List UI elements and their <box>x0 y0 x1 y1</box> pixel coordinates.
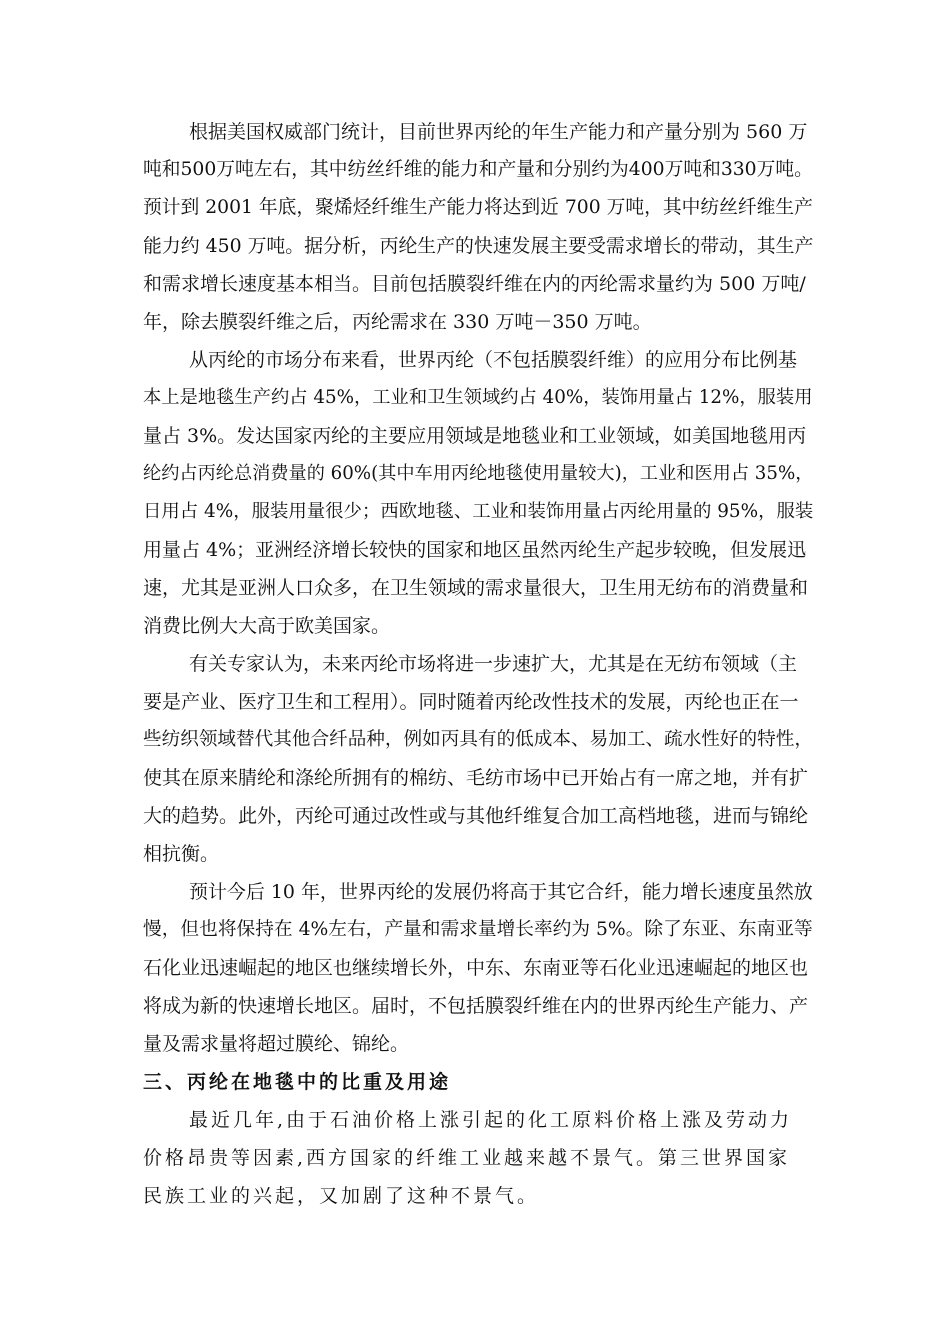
text-line: 石化业迅速崛起的地区也继续增长外，中东、东南亚等石化业迅速崛起的地区也 <box>143 957 809 979</box>
text-line: 价格昂贵等因素,西方国家的纤维工业越来越不景气。第三世界国家 <box>143 1147 791 1169</box>
text-line: 使其在原来腈纶和涤纶所拥有的棉纺、毛纺市场中已开始占有一席之地，并有扩 <box>143 767 809 789</box>
text-line: 大的趋势。此外，丙纶可通过改性或与其他纤维复合加工高档地毯，进而与锦纶 <box>143 805 809 827</box>
text-line: 民族工业的兴起，又加剧了这种不景气。 <box>143 1185 540 1207</box>
paragraph-market-distribution <box>143 341 813 645</box>
text-line: 本上是地毯生产约占 45%，工业和卫生领域约占 40%，装饰用量占 12%，服装用 <box>143 387 813 408</box>
paragraph-production-capacity <box>143 113 813 341</box>
text-line: 相抗衡。 <box>143 843 220 865</box>
text-line: 年，除去膜裂纤维之后，丙纶需求在 330 万吨－350 万吨。 <box>143 311 652 333</box>
text-line: 要是产业、医疗卫生和工程用）。同时随着丙纶改性技术的发展，丙纶也正在一 <box>143 691 799 713</box>
text-line: 量及需求量将超过膜纶、锦纶。 <box>143 1033 410 1055</box>
text-line: 些纺织领域替代其他合纤品种，例如丙具有的低成本、易加工、疏水性好的特性， <box>143 729 813 750</box>
section-heading: 三、丙纶在地毯中的比重及用途 <box>143 1071 452 1093</box>
text-line: 预计今后 10 年，世界丙纶的发展仍将高于其它合纤，能力增长速度虽然放 <box>189 881 813 903</box>
text-line: 从丙纶的市场分布来看，世界丙纶（不包括膜裂纤维）的应用分布比例基 <box>189 349 798 371</box>
text-line: 消费比例大大高于欧美国家。 <box>143 615 391 637</box>
text-line: 日用占 4%，服装用量很少；西欧地毯、工业和装饰用量占丙纶用量的 95%，服装 <box>143 501 814 522</box>
text-line: 吨和500万吨左右，其中纺丝纤维的能力和产量和分别约为400万吨和330万吨。 <box>143 159 813 180</box>
text-line: 速，尤其是亚洲人口众多，在卫生领域的需求量很大，卫生用无纺布的消费量和 <box>143 577 809 599</box>
paragraph-ten-year-forecast <box>143 873 813 1063</box>
text-line: 量占 3%。发达国家丙纶的主要应用领域是地毯业和工业领域，如美国地毯用丙 <box>143 425 807 447</box>
text-line: 慢，但也将保持在 4%左右，产量和需求量增长率约为 5%。除了东亚、东南亚等 <box>143 919 813 940</box>
text-line: 有关专家认为，未来丙纶市场将进一步速扩大，尤其是在无纺布领域（主 <box>189 653 798 675</box>
text-line: 最近几年,由于石油价格上涨引起的化工原料价格上涨及劳动力 <box>189 1109 793 1131</box>
text-line: 预计到 2001 年底，聚烯烃纤维生产能力将达到近 700 万吨，其中纺丝纤维生产 <box>143 197 813 218</box>
document-body <box>143 113 813 1215</box>
text-line: 能力约 450 万吨。据分析，丙纶生产的快速发展主要受需求增长的带动，其生产 <box>143 235 814 257</box>
text-line: 用量占 4%；亚洲经济增长较快的国家和地区虽然丙纶生产起步较晚，但发展迅 <box>143 539 807 561</box>
text-line: 根据美国权威部门统计，目前世界丙纶的年生产能力和产量分别为 560 万 <box>189 121 808 143</box>
paragraph-recent-years <box>143 1101 813 1215</box>
paragraph-expert-outlook <box>143 645 813 873</box>
text-line: 纶约占丙纶总消费量的 60%(其中车用丙纶地毯使用量较大)，工业和医用占 35%， <box>143 463 814 484</box>
text-line: 和需求增长速度基本相当。目前包括膜裂纤维在内的丙纶需求量约为 500 万吨/ <box>143 273 806 295</box>
text-line: 将成为新的快速增长地区。届时，不包括膜裂纤维在内的世界丙纶生产能力、产 <box>143 995 809 1017</box>
